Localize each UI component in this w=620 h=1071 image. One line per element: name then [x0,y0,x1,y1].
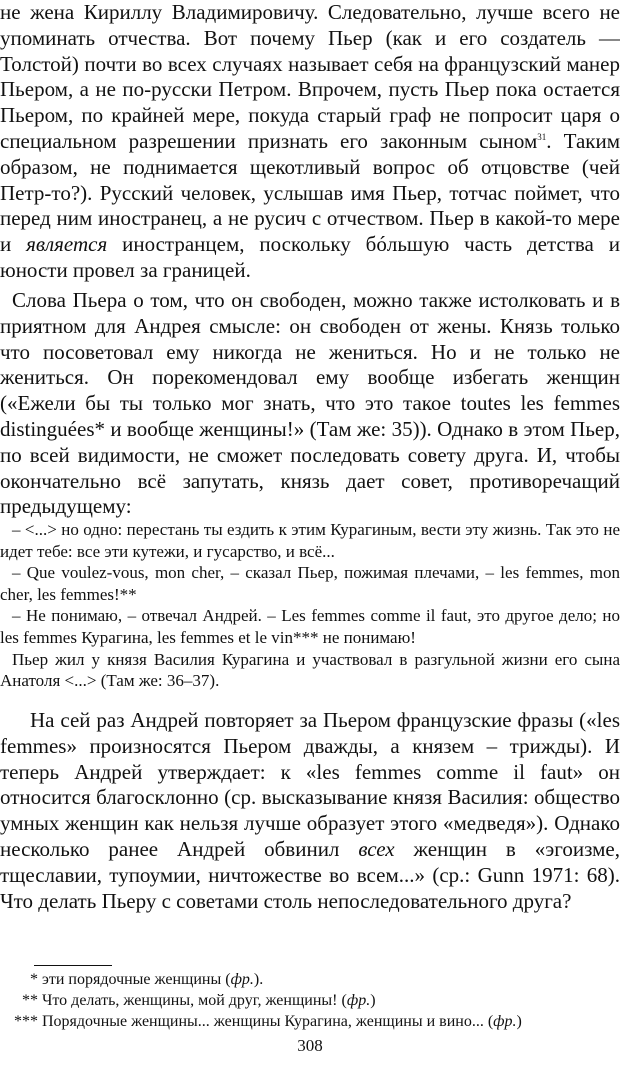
footnote-1-end: ). [253,971,264,988]
footnote-2-marker: ** [22,992,38,1009]
footnote-1-abbr: фр. [230,971,254,988]
footnote-2-abbr: фр. [346,992,371,1009]
paragraph-1-text-c: иностранцем, поскольку бóльшую часть детства и юности провел за границей. [0,232,620,282]
footnotes [0,969,620,1032]
footnote-3 [0,1011,620,1032]
footnote-2-end: ) [370,992,376,1009]
paragraph-3 [0,708,620,914]
paragraph-3-text-b: женщин в «эгоизме, тщеславии, тупоумии, ничтожестве во всем...» (ср.: Gunn 1971: 68). Что делать Пьеру с советами столь непоследовательного друга? [0,836,620,913]
footnote-3-text: Порядочные женщины... женщины Курагина, женщины и вино... ( [38,1013,494,1030]
quote-block [0,519,620,692]
paragraph-1-text-b: . Таким образом, не поднимается щекотливый вопрос об отцовстве (чей Петр-то?). Русский человек, услышав имя Пьер, тотчас поймет, что перед ним иностранец, а не русич с отчеством. Пьер в какой-то мере и [0,128,620,257]
paragraph-2-text: Слова Пьера о том, что он свободен, можно также истолковать и в приятном для Андрея смысле: он свободен от жены. Князь только что посоветовал ему никогда не жениться. Но и не только не жениться. Он порекомендовал ему вообще избегать женщин («Ежели бы ты только мог знать, что это такое toutes les femmes distinguées* и вообще женщины!» (Там же: 35)). Однако в этом Пьер, по всей видимости, не сможет последовать совету друга. И, чтобы окончательно всё запутать, князь дает совет, противоречащий предыдущему: [0,288,620,519]
footnote-1-text: эти порядочные женщины ( [38,971,231,988]
page-number: 308 [297,1036,323,1055]
footnote-ref-31: 31 [537,131,547,142]
quote-line-1: – <...> но одно: перестань ты ездить к этим Курагиным, вести эту жизнь. Так это не идет тебе: все эти кутежи, и гусарство, и всё... [0,520,620,561]
paragraph-3-text-a: На сей раз Андрей повторяет за Пьером французские фразы («les femmes» произносятся Пьером дважды, а князем – трижды). И теперь Андрей утверждает: к «les femmes comme il faut» он относится благосклонно (ср. высказывание князя Василия: общество умных женщин как нельзя лучше образует этого «медведя»). Однако несколько ранее Андрей обвинил [0,708,620,861]
footnote-2 [0,990,620,1011]
footnote-3-marker: *** [14,1013,38,1030]
quote-line-2: – Que voulez-vous, mon cher, – сказал Пьер, пожимая плечами, – les femmes, mon cher, les femmes!** [0,563,620,604]
paragraph-2 [0,288,620,520]
footnote-3-abbr: фр. [493,1013,517,1030]
paragraph-1-emphasis: является [26,232,108,257]
footnote-1-marker: * [30,971,38,988]
footnote-1 [0,969,620,990]
paragraph-3-emphasis: всех [358,836,395,861]
footnote-3-end: ) [516,1013,522,1030]
quote-line-3: – Не понимаю, – отвечал Андрей. – Les femmes comme il faut, это другое дело; но les femmes Курагина, les femmes et le vin*** не понимаю! [0,606,620,647]
quote-line-4: Пьер жил у князя Василия Курагина и участвовал в разгульной жизни его сына Анатоля <...> (Там же: 36–37). [0,649,620,691]
paragraph-1 [0,0,620,284]
paragraph-1-text-a: не жена Кириллу Владимировичу. Следовательно, лучше всего не упоминать отчества. Вот почему Пьер (как и его создатель — Толстой) почти во всех случаях называет себя на французский манер Пьером, а не по-русски Петром. Впрочем, пусть Пьер пока остается Пьером, по крайней мере, покуда старый граф не попросит царя о специальном разрешении признать его законным сыном [0,0,620,153]
footnote-divider [34,965,112,966]
footnote-2-text: Что делать, женщины, мой друг, женщины! ( [38,992,347,1009]
